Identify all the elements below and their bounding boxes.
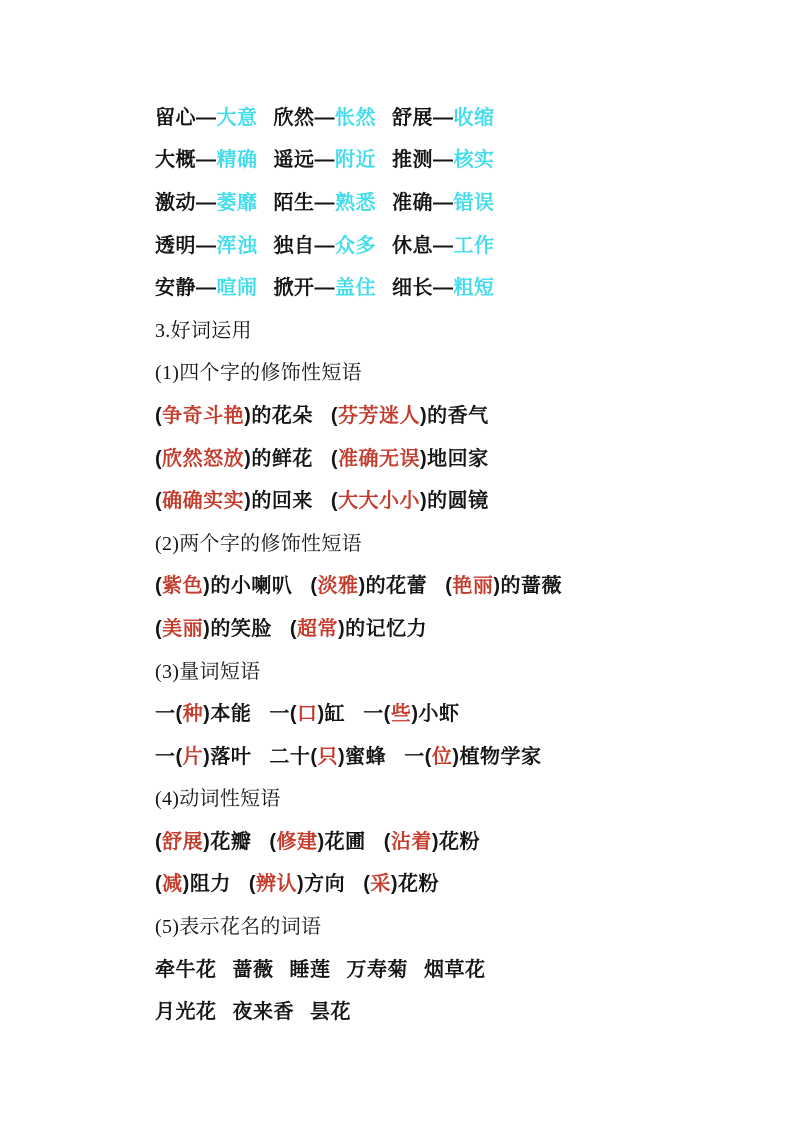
phrase-prefix: 二十( [269,745,318,768]
phrase-item [155,825,251,854]
phrase-row [155,477,562,520]
base-word: 细长— [392,277,454,300]
phrase-suffix: )花粉 [390,873,440,896]
highlight-word: 准确无误 [338,447,421,470]
phrase-prefix: ( [155,617,163,640]
antonym-pair [274,271,377,300]
highlight-word: 减 [162,873,183,896]
phrase-row [155,818,562,861]
phrase-prefix: ( [310,575,318,598]
highlight-word: 芬芳迷人 [338,404,421,427]
phrase-prefix: ( [445,575,453,598]
phrase-prefix: ( [155,447,163,470]
phrase-suffix: )的圆镜 [420,490,489,513]
antonym-word: 核实 [453,149,495,172]
phrase-item [363,867,439,896]
highlight-word: 辨认 [256,873,298,896]
highlight-word: 欣然怒放 [162,447,245,470]
phrase-suffix: )花瓣 [203,830,252,853]
flower-name: 牵牛花 [155,958,217,981]
highlight-word: 美丽 [162,617,204,640]
highlight-word: 紫色 [162,575,204,598]
phrase-suffix: )落叶 [203,745,252,768]
flower-name: 蔷薇 [232,958,274,981]
phrase-prefix: 一( [155,703,183,726]
base-word: 欣然— [273,106,335,129]
base-word: 激动— [155,191,217,214]
phrase-prefix: ( [330,404,339,427]
phrase-suffix: )植物学家 [452,745,542,768]
base-word: 留心— [155,106,217,129]
phrase-suffix: )缸 [317,703,346,726]
antonym-row [155,137,562,180]
phrase-prefix: 一( [404,745,432,768]
highlight-word: 大大小小 [338,490,421,513]
highlight-word: 位 [431,745,453,768]
antonym-pair [392,229,495,258]
antonym-word: 熟悉 [335,191,376,214]
phrase-prefix: ( [363,873,371,896]
phrase-item [155,399,313,428]
antonym-word: 错误 [453,191,495,214]
phrase-suffix: )小虾 [411,703,460,726]
highlight-word: 采 [370,873,391,896]
phrase-item [331,484,489,513]
phrase-prefix: 一( [269,703,298,726]
antonym-pair [274,143,377,172]
highlight-word: 口 [297,703,318,726]
antonym-pair [392,101,495,130]
highlight-word: 些 [390,703,412,726]
phrase-item [155,569,292,598]
flower-name: 睡莲 [289,958,331,981]
phrase-prefix: ( [155,873,163,896]
section-heading [155,648,562,691]
section-heading [155,307,562,350]
phrase-prefix: 一( [363,703,391,726]
phrase-suffix: )的回来 [244,490,313,513]
antonym-word: 萎靡 [216,191,258,214]
antonym-pair [155,271,258,300]
antonym-word: 盖住 [335,277,376,300]
highlight-word: 修建 [276,830,318,853]
antonym-word: 喧闹 [216,277,258,300]
phrase-item [331,399,489,428]
phrase-suffix: )阻力 [182,873,231,896]
phrase-prefix: ( [155,490,163,513]
highlight-word: 超常 [297,617,339,640]
antonym-pair [155,229,258,258]
phrase-suffix: )的花蕾 [358,575,428,598]
phrase-item [363,697,459,726]
antonym-row [155,179,562,222]
base-word: 休息— [392,234,454,257]
phrase-prefix: ( [269,830,277,853]
phrase-item [290,612,427,641]
antonym-pair [274,186,377,215]
flower-name: 烟草花 [424,958,486,981]
phrase-item [249,867,345,896]
phrase-item [155,484,313,513]
section-heading [155,350,562,393]
highlight-word: 沾着 [390,830,432,853]
antonym-word: 工作 [453,234,495,257]
highlight-word: 种 [182,703,204,726]
antonym-pair [274,229,377,258]
phrase-item [155,612,272,641]
phrase-row [155,605,562,648]
base-word: 掀开— [273,277,335,300]
phrase-prefix: ( [289,617,298,640]
highlight-word: 舒展 [162,830,204,853]
heading-text: (4)动词性短语 [155,788,281,811]
phrase-suffix: )蜜蜂 [338,745,387,768]
phrase-suffix: )地回家 [420,447,489,470]
phrase-row [155,690,562,733]
word-row [155,946,562,989]
highlight-word: 片 [182,745,204,768]
heading-text: (1)四个字的修饰性短语 [155,362,362,385]
phrase-prefix: ( [330,447,339,470]
phrase-item [155,867,231,896]
phrase-item [269,825,365,854]
document-body [155,94,562,1031]
phrase-suffix: )花圃 [317,830,366,853]
phrase-row [155,435,562,478]
highlight-word: 淡雅 [317,575,359,598]
phrase-suffix: )的小喇叭 [203,575,293,598]
antonym-pair [392,143,495,172]
base-word: 大概— [155,149,217,172]
phrase-item [384,825,480,854]
heading-text: (2)两个字的修饰性短语 [155,532,362,555]
phrase-prefix: ( [155,575,163,598]
section-heading [155,903,562,946]
phrase-item [331,442,489,471]
phrase-row [155,392,562,435]
antonym-word: 大意 [216,106,258,129]
phrase-prefix: 一( [155,745,183,768]
base-word: 推测— [392,149,454,172]
antonym-word: 精确 [216,149,258,172]
flower-name: 月光花 [155,1001,217,1024]
highlight-word: 艳丽 [452,575,494,598]
heading-text: (3)量词短语 [155,660,261,683]
phrase-item [155,740,251,769]
phrase-suffix: )的蔷薇 [493,575,563,598]
antonym-pair [155,186,258,215]
phrase-suffix: )的笑脸 [203,617,272,640]
phrase-prefix: ( [383,830,391,853]
antonym-word: 附近 [335,149,376,172]
base-word: 舒展— [392,106,454,129]
phrase-row [155,733,562,776]
antonym-pair [392,186,495,215]
phrase-row [155,861,562,904]
base-word: 独自— [273,234,335,257]
section-heading [155,776,562,819]
antonym-pair [392,271,495,300]
antonym-word: 粗短 [453,277,495,300]
phrase-prefix: ( [248,873,257,896]
highlight-word: 争奇斗艳 [162,404,245,427]
base-word: 陌生— [273,191,335,214]
phrase-item [269,697,345,726]
base-word: 安静— [155,277,217,300]
phrase-row [155,563,562,606]
phrase-item [155,442,313,471]
phrase-suffix: )的鲜花 [244,447,313,470]
phrase-suffix: )的香气 [420,404,489,427]
base-word: 准确— [392,191,454,214]
antonym-pair [155,101,258,130]
phrase-item [404,740,541,769]
antonym-pair [274,101,377,130]
antonym-pair [155,143,258,172]
phrase-suffix: )本能 [203,703,252,726]
phrase-item [310,569,427,598]
flower-name: 昙花 [310,1001,351,1024]
phrase-suffix: )方向 [297,873,346,896]
heading-text: (5)表示花名的词语 [155,916,322,939]
antonym-word: 浑浊 [216,234,258,257]
antonym-word: 众多 [335,234,376,257]
phrase-prefix: ( [155,830,163,853]
phrase-prefix: ( [155,404,163,427]
antonym-word: 怅然 [335,106,376,129]
phrase-item [269,740,386,769]
highlight-word: 只 [317,745,339,768]
phrase-suffix: )的花朵 [244,404,313,427]
antonym-word: 收缩 [453,106,495,129]
section-heading [155,520,562,563]
flower-name: 夜来香 [232,1001,294,1024]
antonym-row [155,264,562,307]
phrase-suffix: )花粉 [431,830,481,853]
antonym-row [155,222,562,265]
antonym-row [155,94,562,137]
word-row [155,988,562,1031]
flower-name: 万寿菊 [346,958,408,981]
phrase-prefix: ( [330,490,339,513]
base-word: 透明— [155,234,217,257]
phrase-item [155,697,251,726]
base-word: 遥远— [273,149,335,172]
phrase-suffix: )的记忆力 [338,617,428,640]
highlight-word: 确确实实 [162,490,245,513]
phrase-item [445,569,562,598]
heading-text: 3.好词运用 [155,319,252,342]
